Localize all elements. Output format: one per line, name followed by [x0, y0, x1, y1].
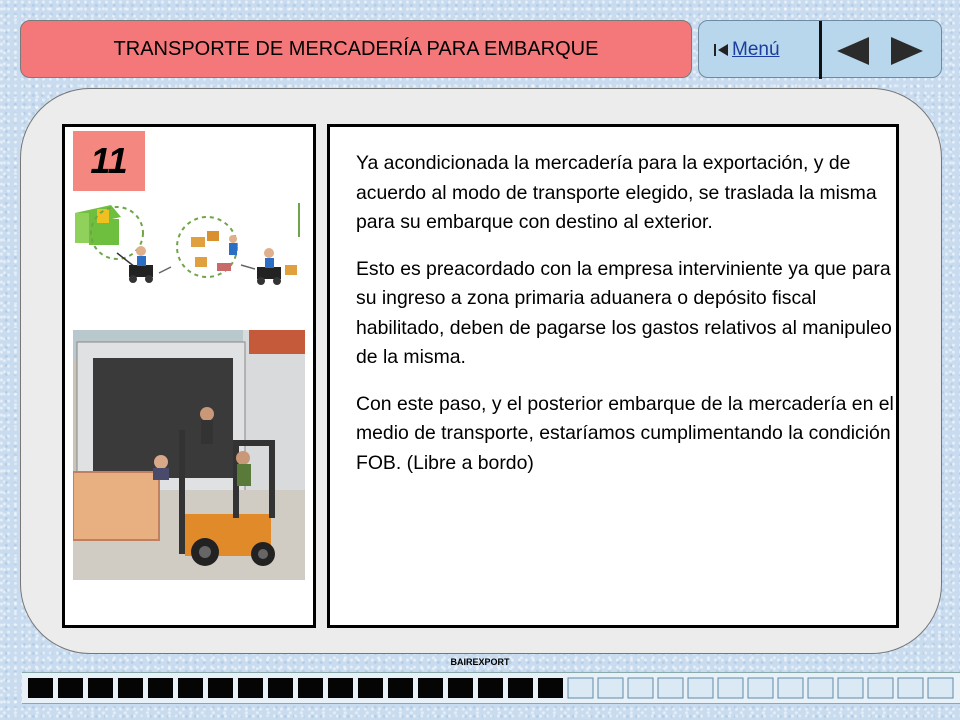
progress-segment-empty: [778, 678, 803, 698]
menu-link[interactable]: [713, 39, 780, 61]
progress-segment-empty: [658, 678, 683, 698]
progress-segment-empty: [598, 678, 623, 698]
nav-divider: [819, 21, 822, 79]
progress-segment-filled: [148, 678, 173, 698]
skip-to-first-icon: [713, 42, 729, 58]
triangle-left-icon: [837, 37, 869, 65]
forklift-delivery-icon: [257, 248, 297, 285]
progress-segment-empty: [718, 678, 743, 698]
illustration-card: [62, 124, 316, 628]
progress-segment-empty: [808, 678, 833, 698]
progress-segment-empty: [928, 678, 953, 698]
progress-segment-filled: [478, 678, 503, 698]
navigation-bar: [698, 20, 942, 78]
progress-segment-empty: [838, 678, 863, 698]
step-number-badge: [73, 131, 145, 191]
progress-segment-empty: [628, 678, 653, 698]
progress-segment-filled: [358, 678, 383, 698]
loading-boxes-icon: [191, 231, 237, 271]
transport-flow-diagram: [71, 203, 303, 299]
progress-segment-filled: [178, 678, 203, 698]
pallet-stack-icon: [75, 205, 121, 245]
progress-segment-empty: [748, 678, 773, 698]
slide-progress-bar: [22, 672, 960, 704]
progress-segment-empty: [688, 678, 713, 698]
progress-segment-filled: [448, 678, 473, 698]
progress-segment-filled: [328, 678, 353, 698]
forklift-loading-truck-photo: [73, 330, 305, 580]
progress-segment-empty: [568, 678, 593, 698]
progress-segment-filled: [298, 678, 323, 698]
progress-segment-filled: [28, 678, 53, 698]
description-text: [356, 149, 896, 495]
previous-slide-button[interactable]: [833, 35, 873, 67]
progress-segment-filled: [538, 678, 563, 698]
progress-segment-filled: [418, 678, 443, 698]
progress-segment-filled: [118, 678, 143, 698]
slide-title-banner: [20, 20, 692, 78]
triangle-right-icon: [891, 37, 923, 65]
progress-segment-filled: [388, 678, 413, 698]
progress-segment-filled: [268, 678, 293, 698]
slide-title: TRANSPORTE DE MERCADERÍA PARA EMBARQUE: [113, 37, 599, 60]
next-slide-button[interactable]: [887, 35, 927, 67]
paragraph-2: Esto es preacordado con la empresa interviniente ya que para su ingreso a zona primaria aduanera o depósito fiscal habilitado, deben de pagarse los gastos relativos al manipuleo de la misma.: [356, 257, 892, 368]
progress-segment-filled: [88, 678, 113, 698]
step-number: 11: [90, 140, 128, 181]
progress-segment-filled: [238, 678, 263, 698]
progress-segment-empty: [898, 678, 923, 698]
paragraph-3: Con este paso, y el posterior embarque de la mercadería en el medio de transporte, estaríamos cumplimentando la condición FOB. (Libre a bordo): [356, 392, 894, 474]
paragraph-1: Ya acondicionada la mercadería para la exportación, y de acuerdo al modo de transporte elegido, se traslada la misma para su embarque con destino al exterior.: [356, 152, 877, 233]
footer-brand: BAIREXPORT: [450, 657, 510, 667]
description-card: [327, 124, 899, 628]
menu-link-label: Menú: [732, 39, 780, 60]
progress-segment-filled: [58, 678, 83, 698]
progress-segment-filled: [508, 678, 533, 698]
progress-segment-filled: [208, 678, 233, 698]
progress-segment-empty: [868, 678, 893, 698]
